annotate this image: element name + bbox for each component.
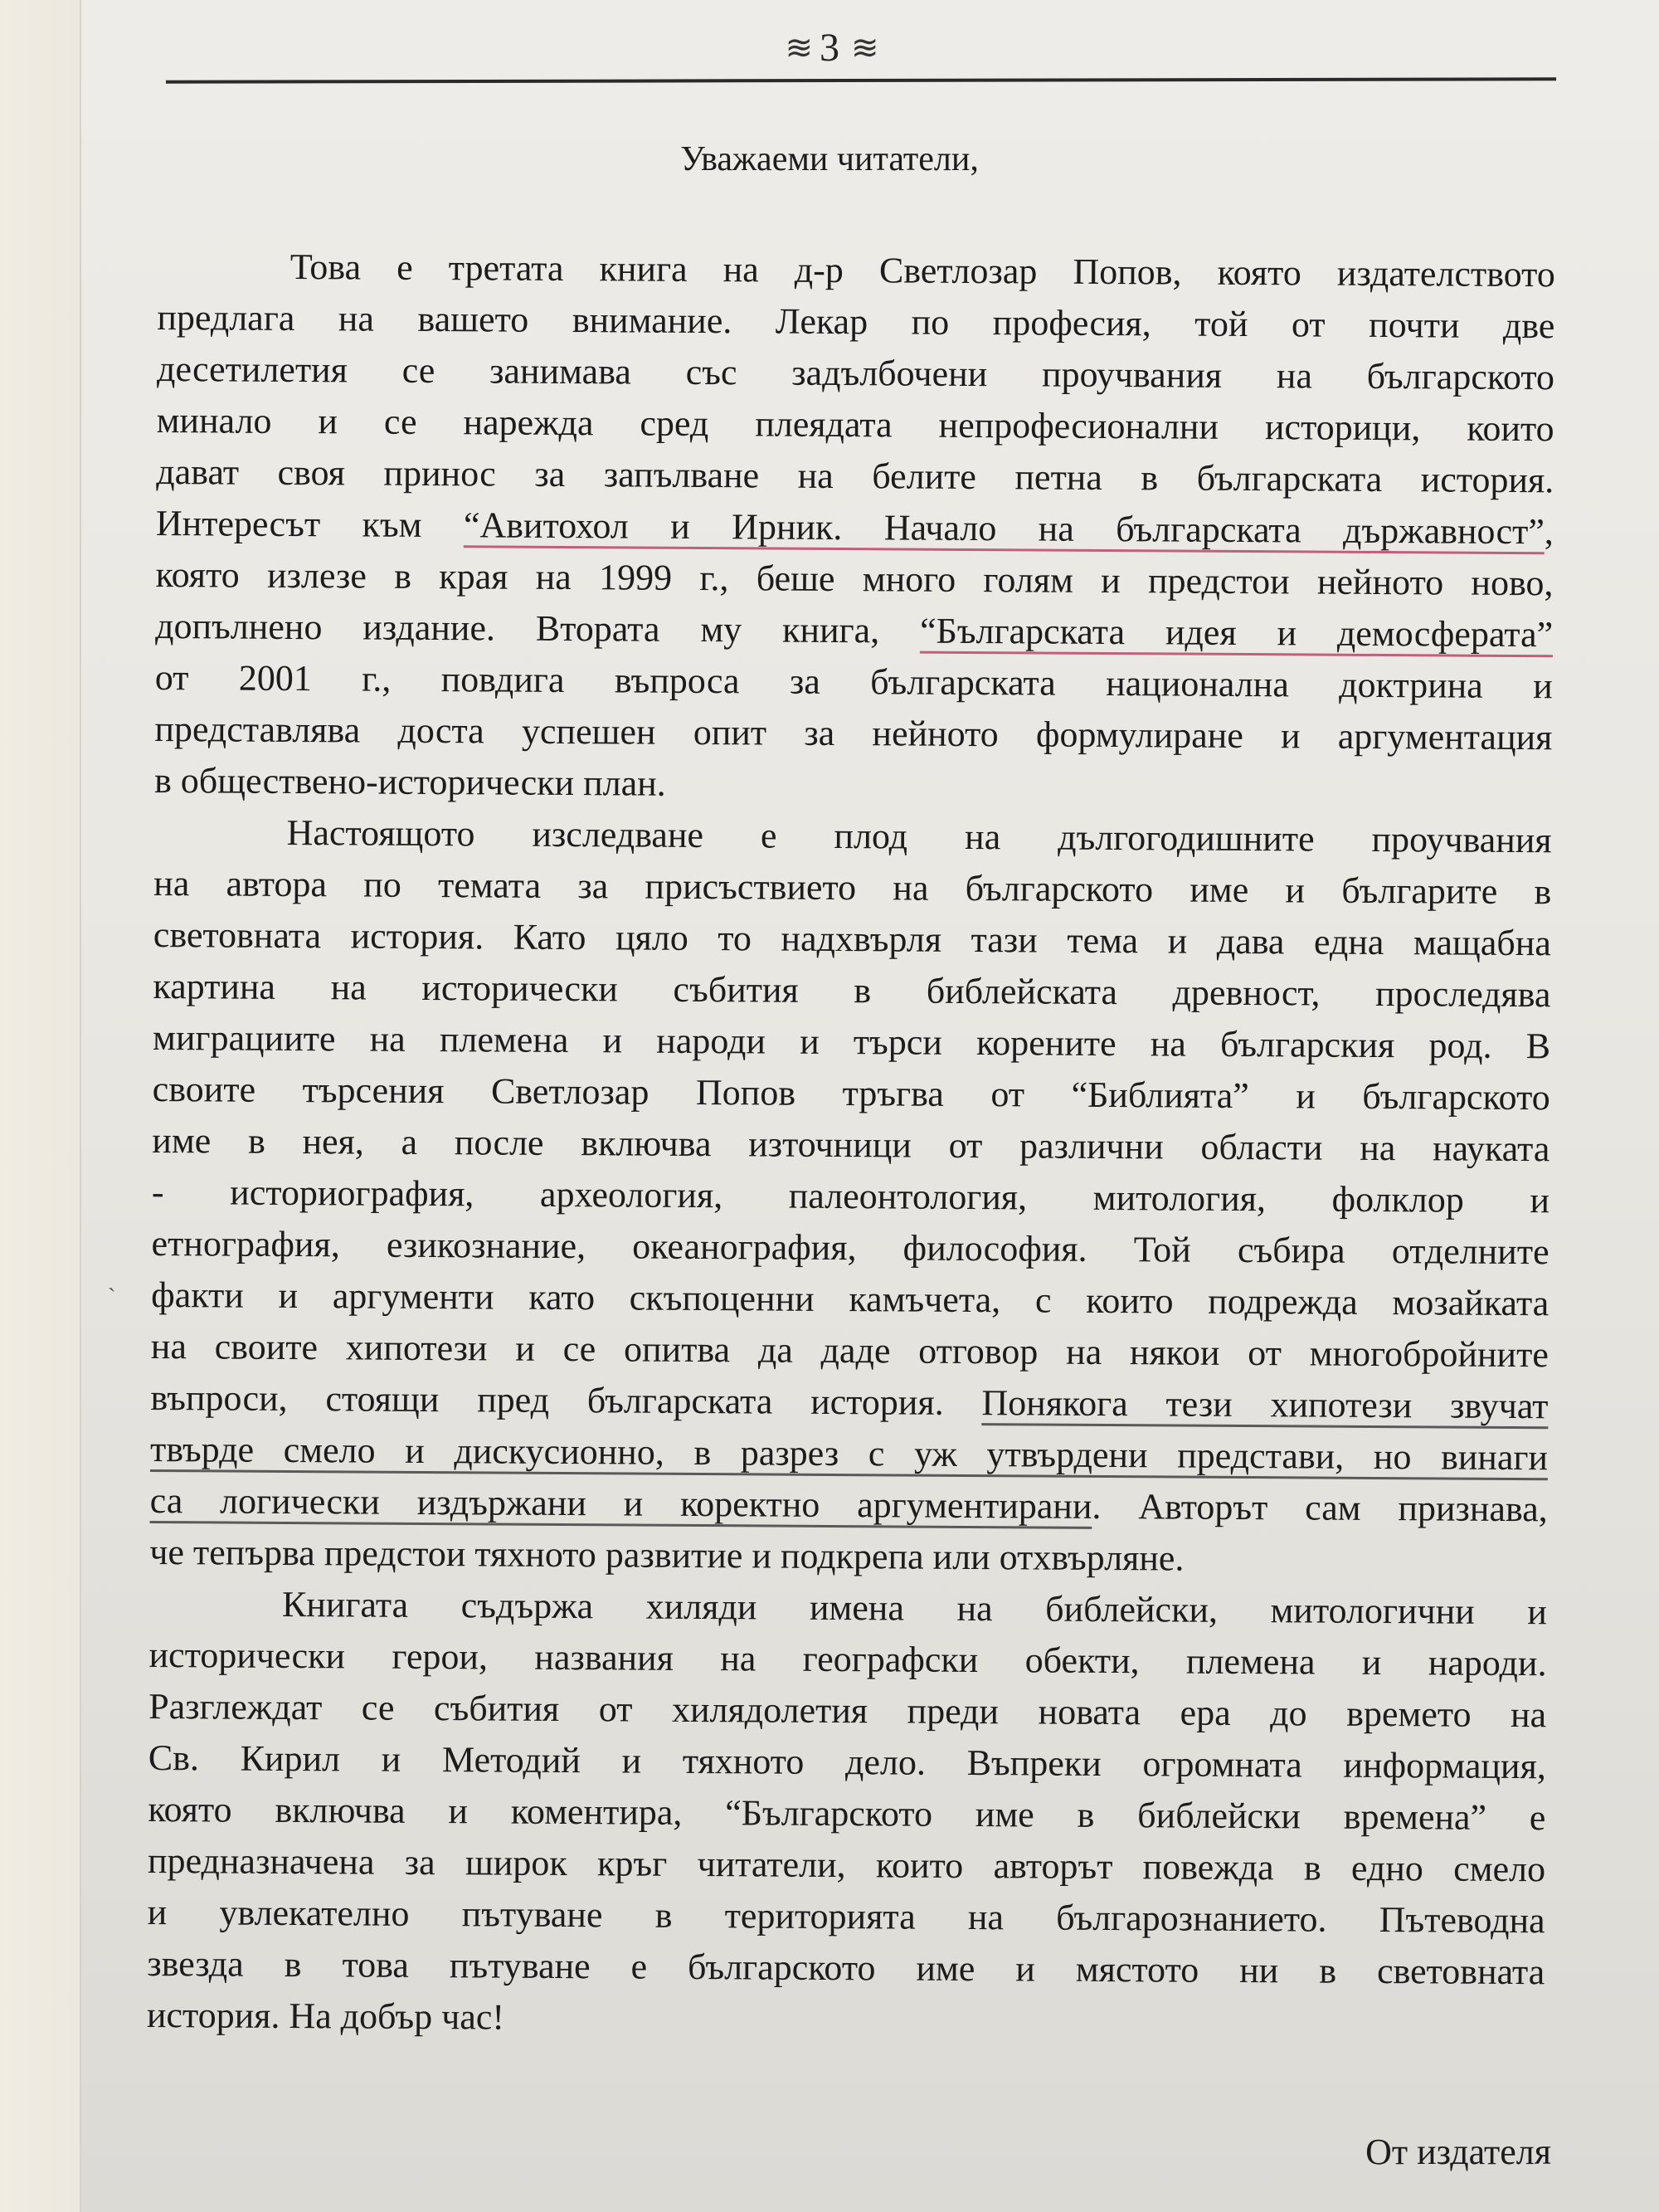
ornament-left-icon: ≋ (785, 29, 808, 66)
underlined-passage: “Българската идея и демосферата” (919, 610, 1554, 655)
line-text: . Авторът сам признава, (1092, 1485, 1548, 1530)
signature: От издателя (1365, 2132, 1551, 2172)
text-line: Настоящото изследване е плод на дългогодишните проучвания (286, 811, 1552, 861)
text-line: своите търсения Светлозар Попов тръгва от “Библията” и българското (152, 1068, 1550, 1118)
text-line (156, 498, 1554, 558)
text-line: - историография, археология, палеонтология, митология, фолклор и (151, 1171, 1550, 1221)
page-header (0, 25, 1659, 71)
text-line: в обществено-исторически план. (153, 759, 666, 804)
previous-page-edge (0, 0, 81, 2212)
line-text: въпроси, стоящи пред българската история. (150, 1376, 982, 1424)
text-line: предлага на вашето внимание. Лекар по професия, той от почти две (157, 296, 1555, 347)
text-line: исторически герои, названия на географски обекти, племена и народи. (148, 1634, 1547, 1684)
text-line: на своите хипотези и се опитва да даде отговор на някои от многобройните (150, 1325, 1549, 1376)
line-text: допълнено издание. Втората му книга, (155, 605, 921, 651)
ornament-right-icon: ≋ (851, 29, 874, 66)
pencil-mark: ˋ (108, 1284, 116, 1310)
underlined-passage: твърде смело и дискусионно, в разрез с уж утвърдени представи, но винаги (149, 1428, 1549, 1479)
text-line: история. На добър час! (146, 1994, 505, 2038)
underlined-passage: са логически издържани и коректно аргументирани (149, 1479, 1092, 1527)
underlined-passage: “Авитохол и Ирник. Начало на българската държавност” (463, 504, 1545, 553)
text-line: от 2001 г., повдига въпроса за българската национална доктрина и (154, 656, 1553, 707)
body-text (147, 241, 1555, 2049)
text-line: десетилетия се занимава със задълбочени проучвания на българското (156, 348, 1555, 398)
text-line (150, 1475, 1548, 1535)
text-line: име в нея, а после включва източници от различни области на науката (152, 1119, 1550, 1170)
text-line: минало и се нарежда сред плеядата непрофесионални историци, които (156, 399, 1554, 450)
text-line (150, 1372, 1548, 1432)
text-line: етнография, езикознание, океанография, философия. Той събира отделните (151, 1222, 1550, 1273)
page-number: 3 (820, 26, 839, 70)
text-line: световната история. Като цяло то надхвърля тази тема и дава една мащабна (153, 914, 1552, 964)
text-line: представлява доста успешен опит за нейното формулиране и аргументация (154, 708, 1553, 758)
text-line: и увлекателно пътуване в територията на българознанието. Пътеводна (147, 1891, 1545, 1942)
text-line: Книгата съдържа хиляди имена на библейски, митологични и (281, 1583, 1548, 1633)
text-line: Св. Кирил и Методий и тяхното дело. Въпреки огромната информация, (148, 1737, 1546, 1787)
text-line: която включва и коментира, “Българското име в библейски времена” е (148, 1788, 1546, 1839)
line-text: Интересът към (155, 502, 465, 546)
text-line: Разглеждат се събития от хилядолетия преди новата ера до времето на (148, 1685, 1547, 1736)
text-line (155, 601, 1553, 660)
salutation: Уважаеми читатели, (680, 140, 979, 178)
text-line: на автора по темата за присъствието на българското име и българите в (153, 862, 1552, 913)
line-text: , (1544, 511, 1554, 553)
text-line: че тепърва предстои тяхното развитие и подкрепа или отхвърляне. (149, 1531, 1185, 1579)
underlined-passage: Понякога тези хипотези звучат (981, 1382, 1549, 1427)
text-line: факти и аргументи като скъпоценни камъчета, с които подрежда мозайката (151, 1274, 1550, 1324)
text-line: предназначена за широк кръг читатели, които авторът повежда в едно смело (147, 1839, 1546, 1890)
text-line: Това е третата книга на д-р Светлозар Попов, която издателството (289, 246, 1555, 295)
text-line: която излезе в края на 1999 г., беше много голям и предстои нейното ново, (155, 553, 1554, 604)
text-line: миграциите на племена и народи и търси корените на българския род. В (152, 1016, 1551, 1067)
text-line (150, 1424, 1548, 1484)
text-line: звезда в това пътуване е българското име и мястото ни в световната (147, 1942, 1545, 1993)
text-line: картина на исторически събития в библейската древност, проследява (153, 965, 1551, 1016)
text-line: дават своя принос за запълване на белите петна в българската история. (156, 451, 1554, 501)
